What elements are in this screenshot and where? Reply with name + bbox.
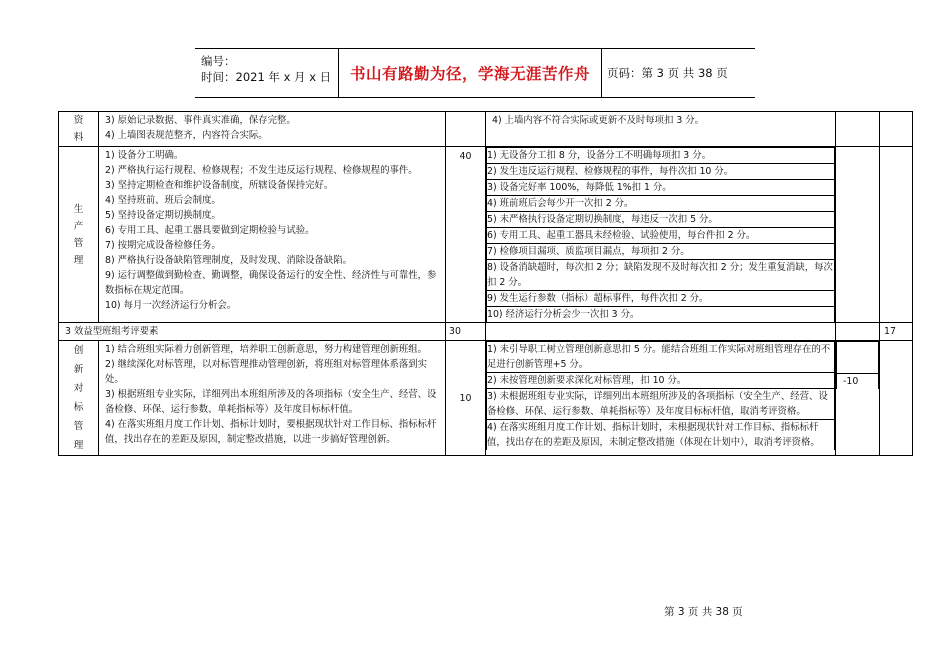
scoring-cell [486, 112, 836, 147]
scoring-item: 7) 检修项目漏项、质监项目漏点，每项扣 2 分。 [487, 244, 835, 260]
category-cell [59, 341, 99, 456]
scoring-item: 4) 上墙内容不符合实际或更新不及时每项扣 3 分。 [492, 115, 705, 126]
scoring-item: 1) 无设备分工扣 8 分，设备分工不明确每项扣 3 分。 [487, 148, 835, 164]
scoring-cell [486, 341, 836, 456]
category-cell [59, 147, 99, 323]
score-cell [446, 147, 486, 323]
content-item: 9) 运行调整做到勤检查、勤调整，确保设备运行的安全性、经济性与可靠性，参数指标在规定范围。 [105, 270, 437, 296]
scoring-item: 10) 经济运行分析会少一次扣 3 分。 [487, 307, 835, 323]
table-row-section3 [59, 323, 913, 341]
deduction-cell [836, 112, 880, 147]
scoring-item: 1) 未引导职工树立管理创新意思扣 5 分。能结合班组工作实际对班组管理存在的不足进行创新管理+5 分。 [487, 342, 835, 373]
category-cell [59, 112, 99, 147]
content-item: 1) 设备分工明确。 [105, 150, 184, 161]
slogan: 书山有路勤为径，学海无涯苦作舟 [349, 65, 590, 83]
scoring-item: 4) 班前班后会每少开一次扣 2 分。 [487, 196, 835, 212]
header-page-cell [602, 49, 755, 97]
section-title: 3 效益型班组考评要素 [65, 326, 159, 337]
content-item: 2) 继续深化对标管理，以对标管理推动管理创新，将班组对标管理体系落到实处。 [105, 359, 427, 385]
scoring-cell [486, 323, 836, 341]
scoring-list [486, 341, 835, 450]
content-item: 4) 在落实班组月度工作计划、指标计划时，要根据现状针对工作目标、指标标杆值，找出存在的差距及原因，制定整改措施，以进一步搞好管理创新。 [105, 419, 437, 445]
score-cell [446, 341, 486, 456]
page-footer: 第 3 页 共 38 页 [664, 606, 743, 618]
result-cell [880, 341, 913, 456]
content-item: 8) 严格执行设备缺陷管理制度，及时发现、消除设备缺陷。 [105, 255, 352, 266]
scoring-item: 2) 未按管理创新要求深化对标管理，扣 10 分。 [487, 373, 835, 389]
table-row-chuangxin [59, 341, 913, 456]
result-value: 17 [884, 326, 896, 337]
deduction-list [836, 341, 879, 389]
table-row-ziliao [59, 112, 913, 147]
header-slogan-cell [339, 49, 602, 97]
scoring-cell [486, 147, 836, 323]
content-item: 5) 坚持设备定期切换制度。 [105, 210, 221, 221]
content-item: 4) 坚持班前、班后会制度。 [105, 195, 221, 206]
deduction-cell [836, 323, 880, 341]
page-info: 页码：第 3 页 共 38 页 [607, 66, 728, 80]
time-label: 时间：2021 年 x 月 x 日 [201, 70, 332, 84]
score-value: 10 [459, 392, 472, 404]
content-cell [99, 112, 446, 147]
category-label: 创新对标管理 [73, 345, 84, 451]
document-header [195, 48, 755, 98]
header-meta-cell [195, 49, 339, 97]
content-item: 3) 坚持定期检查和维护设备制度，所辖设备保持完好。 [105, 180, 334, 191]
deduction-cell [836, 341, 880, 456]
content-item: 10) 每月一次经济运行分析会。 [105, 300, 237, 311]
scoring-item: 6) 专用工具、起重工器具未经检验、试验使用，每台件扣 2 分。 [487, 228, 835, 244]
content-item: 3) 根据班组专业实际，详细列出本班组所涉及的各项指标（安全生产、经营、设备检修、环保、运行参数、单耗指标等）及年度目标标杆值。 [105, 389, 437, 415]
category-label: 资料 [73, 115, 84, 143]
result-cell [880, 147, 913, 323]
content-item: 3) 原始记录数据、事件真实准确，保存完整。 [105, 115, 296, 126]
deduction-cell [836, 147, 880, 323]
result-cell [880, 323, 913, 341]
scoring-item: 4) 在落实班组月度工作计划、指标计划时，未根据现状针对工作目标、指标标杆值，找出存在的差距及原因，未制定整改措施（体现在计划中），取消考评资格。 [487, 420, 835, 451]
content-item: 1) 结合班组实际着力创新管理，培养职工创新意思，努力构建管理创新班组。 [105, 344, 427, 355]
score-cell [446, 323, 486, 341]
scoring-item: 5) 未严格执行设备定期切换制度，每违反一次扣 5 分。 [487, 212, 835, 228]
content-cell [99, 147, 446, 323]
category-label: 生产管理 [73, 203, 84, 266]
section-title-cell [59, 323, 446, 341]
content-item: 7) 按期完成设备检修任务。 [105, 240, 221, 251]
scoring-item: 9) 发生运行参数（指标）超标事件，每件次扣 2 分。 [487, 291, 835, 307]
deduction-value: -10 [837, 374, 879, 390]
number-label: 编号： [201, 54, 236, 68]
scoring-item: 3) 未根据班组专业实际，详细列出本班组所涉及的各项指标（安全生产、经营、设备检修、环保、运行参数、单耗指标等）及年度目标标杆值，取消考评资格。 [487, 389, 835, 420]
score-cell [446, 112, 486, 147]
scoring-item: 3) 设备完好率 100%，每降低 1%扣 1 分。 [487, 180, 835, 196]
scoring-item: 2) 发生违反运行规程、检修规程的事件，每件次扣 10 分。 [487, 164, 835, 180]
table-row-shengchan [59, 147, 913, 323]
content-item: 2) 严格执行运行规程、检修规程；不发生违反运行规程、检修规程的事件。 [105, 165, 418, 176]
evaluation-table [58, 111, 913, 456]
content-item: 4) 上墙图表规范整齐，内容符合实际。 [105, 130, 268, 141]
score-value: 40 [459, 151, 472, 162]
content-item: 6) 专用工具、起重工器具要做到定期检验与试验。 [105, 225, 315, 236]
scoring-list [486, 147, 835, 322]
scoring-item: 8) 设备消缺超时，每次扣 2 分；缺陷发现不及时每次扣 2 分；发生重复消缺，每次扣 2 分。 [487, 260, 835, 291]
score-value: 30 [449, 326, 461, 337]
content-cell [99, 341, 446, 456]
result-cell [880, 112, 913, 147]
